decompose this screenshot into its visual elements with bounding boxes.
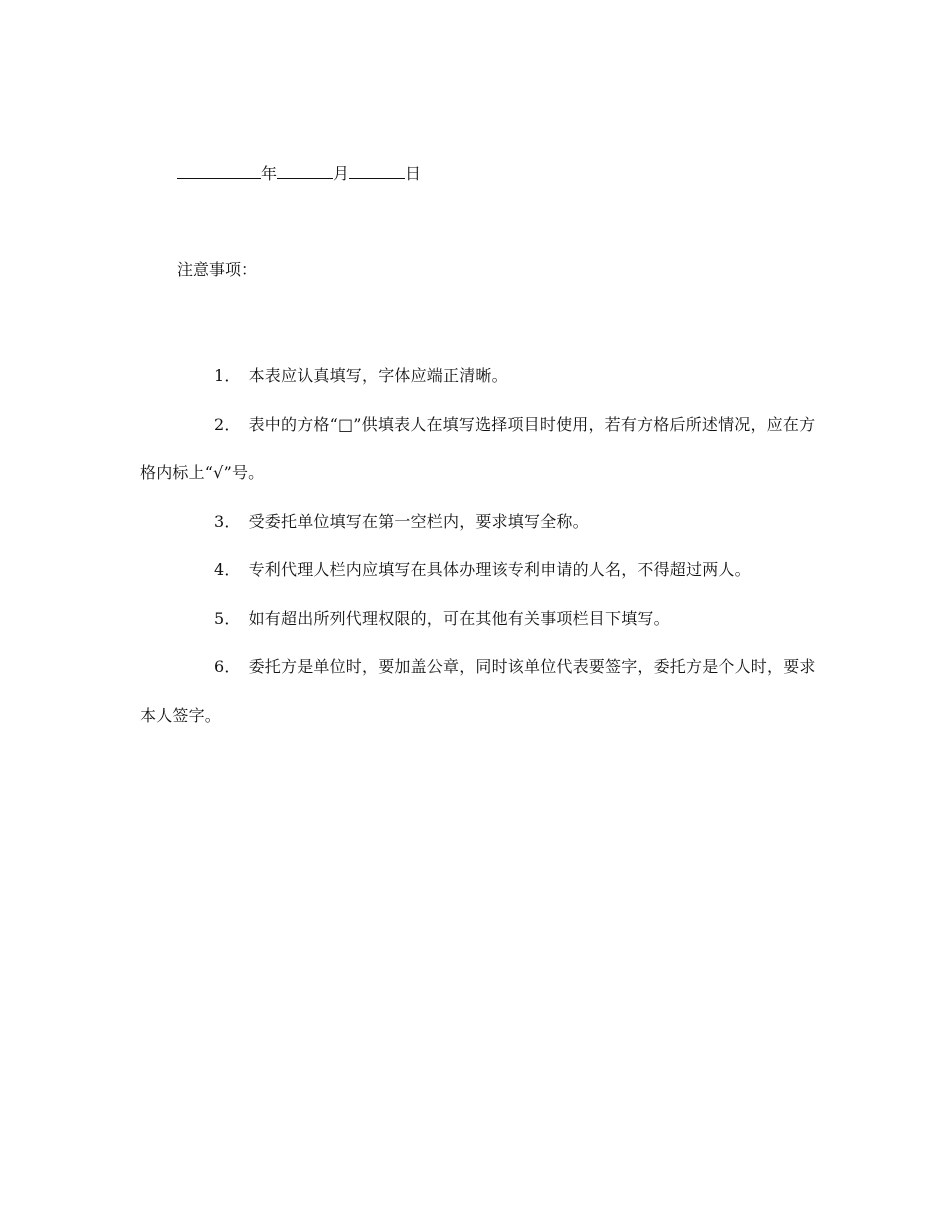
- note-item-6: [140, 643, 820, 740]
- note-text: 专利代理人栏内应填写在具体办理该专利申请的人名，不得超过两人。: [248, 560, 751, 579]
- note-number: 5．: [214, 608, 241, 628]
- note-number: 3．: [214, 511, 241, 531]
- month-label: 月: [333, 164, 350, 183]
- month-blank: [277, 160, 333, 179]
- day-label: 日: [405, 164, 422, 183]
- note-number: 6．: [214, 657, 241, 676]
- note-item-1: [140, 352, 820, 401]
- notes-list: [140, 352, 820, 740]
- note-number: 4．: [214, 560, 241, 579]
- note-text: 本表应认真填写，字体应端正清晰。: [248, 366, 508, 385]
- note-item-3: [140, 498, 820, 547]
- note-text: 表中的方格“□”供填表人在填写选择项目时使用，若有方格后所述情况，应在方格内标上“√”号。: [140, 414, 816, 482]
- note-item-5: [140, 595, 820, 644]
- note-number: 1．: [214, 366, 241, 385]
- date-line: [177, 160, 421, 186]
- year-blank: [177, 160, 261, 179]
- note-text: 如有超出所列代理权限的，可在其他有关事项栏目下填写。: [248, 608, 670, 628]
- notes-heading: 注意事项：: [177, 260, 258, 279]
- note-item-4: [140, 546, 820, 595]
- note-text: 受委托单位填写在第一空栏内，要求填写全称。: [248, 511, 589, 531]
- day-blank: [349, 160, 405, 179]
- note-text: 委托方是单位时，要加盖公章，同时该单位代表要签字，委托方是个人时，要求本人签字。: [140, 657, 816, 725]
- note-item-2: [140, 401, 820, 498]
- year-label: 年: [261, 164, 278, 183]
- note-number: 2．: [214, 414, 241, 434]
